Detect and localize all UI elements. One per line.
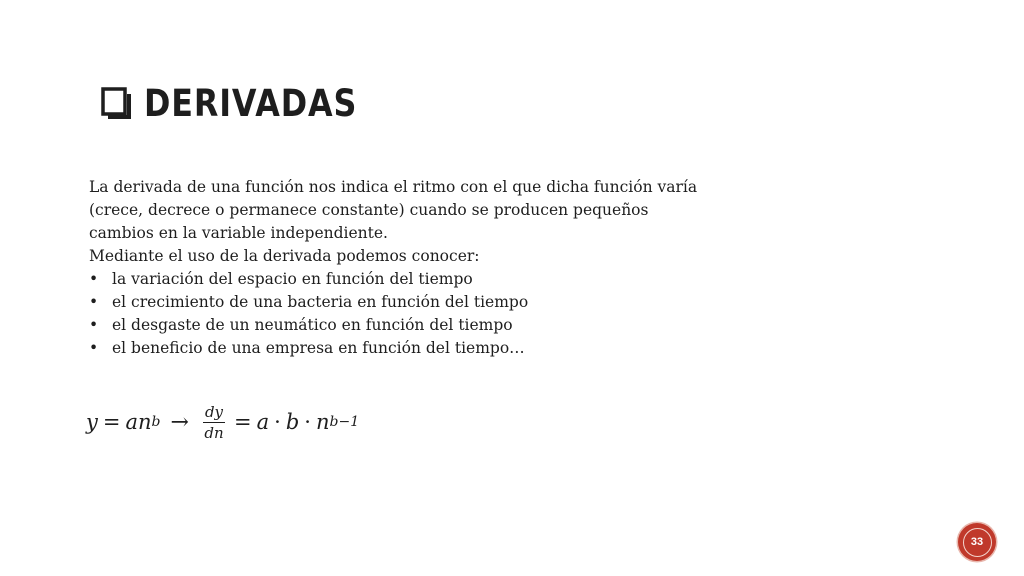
slide-title: DERIVADAS xyxy=(144,82,358,125)
formula-exponent: b xyxy=(151,414,161,430)
intro-line: cambios en la variable independiente. xyxy=(89,224,388,242)
formula-n: n xyxy=(315,410,330,434)
bullet-item xyxy=(89,314,789,337)
formula-dot: · xyxy=(274,410,281,434)
bullet-marker: • xyxy=(89,293,99,311)
formula-a: a xyxy=(256,410,270,434)
formula-equals: = xyxy=(234,410,252,434)
arrow-icon: → xyxy=(170,409,189,435)
formula-y: y xyxy=(86,410,98,434)
formula-dot: · xyxy=(304,410,311,434)
formula-exponent: b−1 xyxy=(329,414,360,430)
bullet-marker: • xyxy=(89,316,99,334)
derivative-fraction xyxy=(203,403,225,442)
lead-line: Mediante el uso de la derivada podemos conocer: xyxy=(89,247,480,265)
formula-b: b xyxy=(285,410,300,434)
bullet-text: el desgaste de un neumático en función del tiempo xyxy=(112,316,513,334)
bullet-text: el beneficio de una empresa en función del tiempo… xyxy=(112,339,525,357)
bullet-text: la variación del espacio en función del tiempo xyxy=(112,270,473,288)
fraction-denominator: dn xyxy=(204,423,224,442)
page-number-badge xyxy=(958,523,996,561)
intro-line: La derivada de una función nos indica el ritmo con el que dicha función varía xyxy=(89,178,698,196)
bullet-item xyxy=(89,268,789,291)
fraction-numerator: dy xyxy=(204,402,224,421)
derivative-formula xyxy=(86,396,359,448)
bullet-text: el crecimiento de una bacteria en función del tiempo xyxy=(112,293,529,311)
bullet-item xyxy=(89,337,789,360)
bullet-marker: • xyxy=(89,339,99,357)
bullet-item xyxy=(89,291,789,314)
body-text xyxy=(89,176,789,360)
bullet-list xyxy=(89,268,789,360)
title-row xyxy=(100,84,392,124)
formula-base: an xyxy=(125,410,152,434)
page-number: 33 xyxy=(970,536,984,548)
formula-equals: = xyxy=(102,410,121,434)
page-badge-ring xyxy=(963,528,992,557)
intro-line: (crece, decrece o permanece constante) cuando se producen pequeños xyxy=(89,201,649,219)
checkbox-bullet-icon xyxy=(100,87,132,121)
bullet-marker: • xyxy=(89,270,99,288)
